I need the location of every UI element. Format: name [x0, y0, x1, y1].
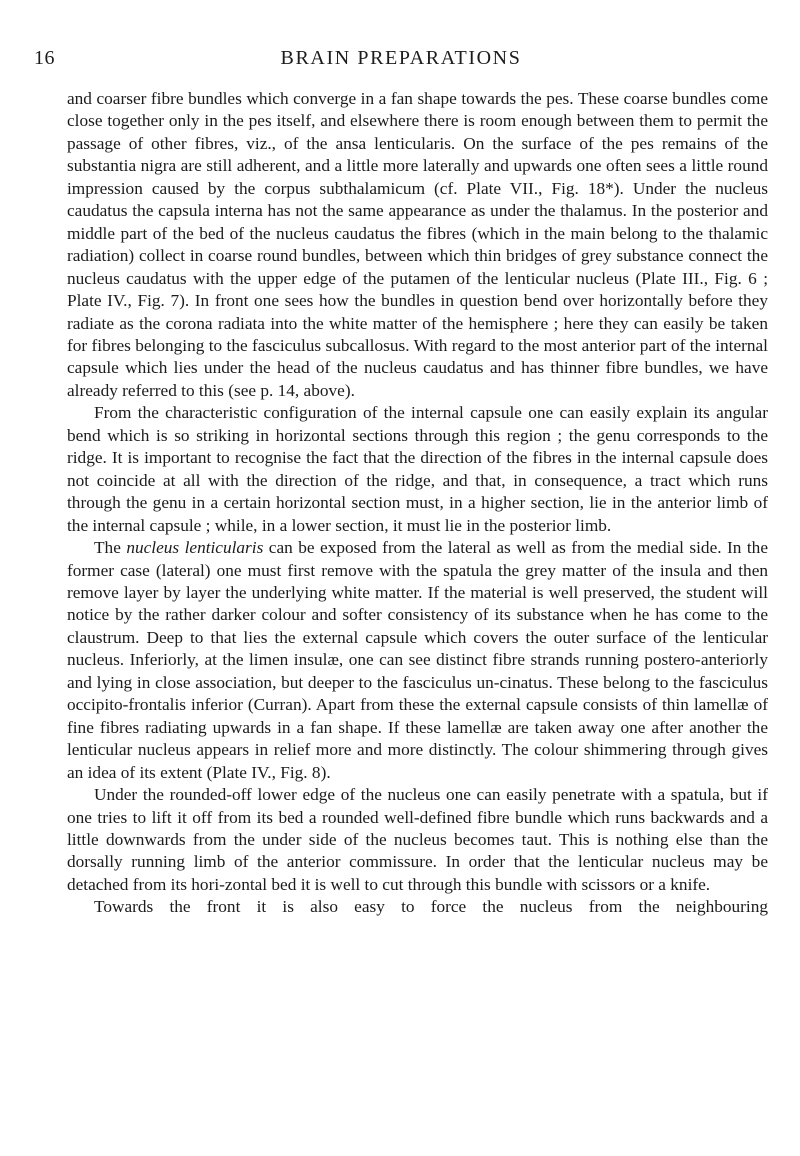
running-head: [34, 47, 768, 73]
nucleus-lenticularis-term: nucleus lenticularis: [126, 538, 264, 558]
running-title: BRAIN PREPARATIONS: [280, 47, 522, 69]
page-number: 16: [34, 47, 55, 69]
body-text: [67, 88, 768, 919]
paragraph-5: Towards the front it is also easy to force the nucleus from the neighbouring: [94, 897, 768, 917]
paragraph-3-lead: The: [94, 538, 121, 558]
paragraph-2: From the characteristic configuration of the internal capsule one can easily explain its angular bend which is so striking in horizontal sections through this region ; the genu corresponds to the ridge. It is important to recognise the fact that the direction of the fibres in the internal capsule does not coincide at all with the direction of the ridge, and that, in consequence, a tract which runs through the genu in a certain horizontal section must, in a higher section, lie in the anterior limb of the internal capsule ; while, in a lower section, it must lie in the posterior limb.: [67, 403, 768, 535]
paragraph-4: Under the rounded-off lower edge of the nucleus one can easily penetrate with a spatula, but if one tries to lift it off from its bed a rounded well-defined fibre bundle which runs backwards and a little downwards from the under side of the nucleus becomes taut. This is nothing else than the dorsally running limb of the anterior commissure. In order that the lenticular nucleus may be detached from its hori-zontal bed it is well to cut through this bundle with scissors or a knife.: [67, 785, 768, 894]
paragraph-3: [67, 537, 768, 784]
paragraph-3-body: can be exposed from the lateral as well as from the medial side. In the former case (lateral) one must first remove with the spatula the grey matter of the insula and then remove layer by layer the underlying white matter. If the material is well preserved, the student will notice by the rather darker colour and softer consistency of its substance when he has come to the claustrum. Deep to that lies the external capsule which covers the outer surface of the lenticular nucleus. Inferiorly, at the limen insulæ, one can see distinct fibre strands running postero-anteriorly and lying in close association, but deeper to the fasciculus un-cinatus. These belong to the fasciculus occipito-frontalis inferior (Curran). Apart from these the external capsule consists of thin lamellæ of fine fibres radiating upwards in a fan shape. If these lamellæ are taken away one after another the lenticular nucleus appears in relief more and more distinctly. The colour shimmering through gives an idea of its extent (Plate IV., Fig. 8).: [67, 538, 768, 782]
paragraph-1: and coarser fibre bundles which converge in a fan shape towards the pes. These coarse bundles come close together only in the pes itself, and elsewhere there is room enough between them to permit the passage of other fibres, viz., of the ansa lenticularis. On the surface of the pes remains of the substantia nigra are still adherent, and a little more laterally and upwards one often sees a little round impression caused by the corpus subthalamicum (cf. Plate VII., Fig. 18*). Under the nucleus caudatus the capsula interna has not the same appearance as under the thalamus. In the posterior and middle part of the bed of the nucleus caudatus the fibres (which in the main belong to the thalamic radiation) collect in coarse round bundles, between which thin bridges of grey substance connect the nucleus caudatus with the upper edge of the putamen of the lenticular nucleus (Plate III., Fig. 6 ; Plate IV., Fig. 7). In front one sees how the bundles in question bend over horizontally before they radiate as the corona radiata into the white matter of the hemisphere ; here they can easily be taken for fibres belonging to the fasciculus subcallosus. With regard to the most anterior part of the internal capsule which lies under the head of the nucleus caudatus and has thinner fibre bundles, we have already referred to this (see p. 14, above).: [67, 89, 768, 400]
